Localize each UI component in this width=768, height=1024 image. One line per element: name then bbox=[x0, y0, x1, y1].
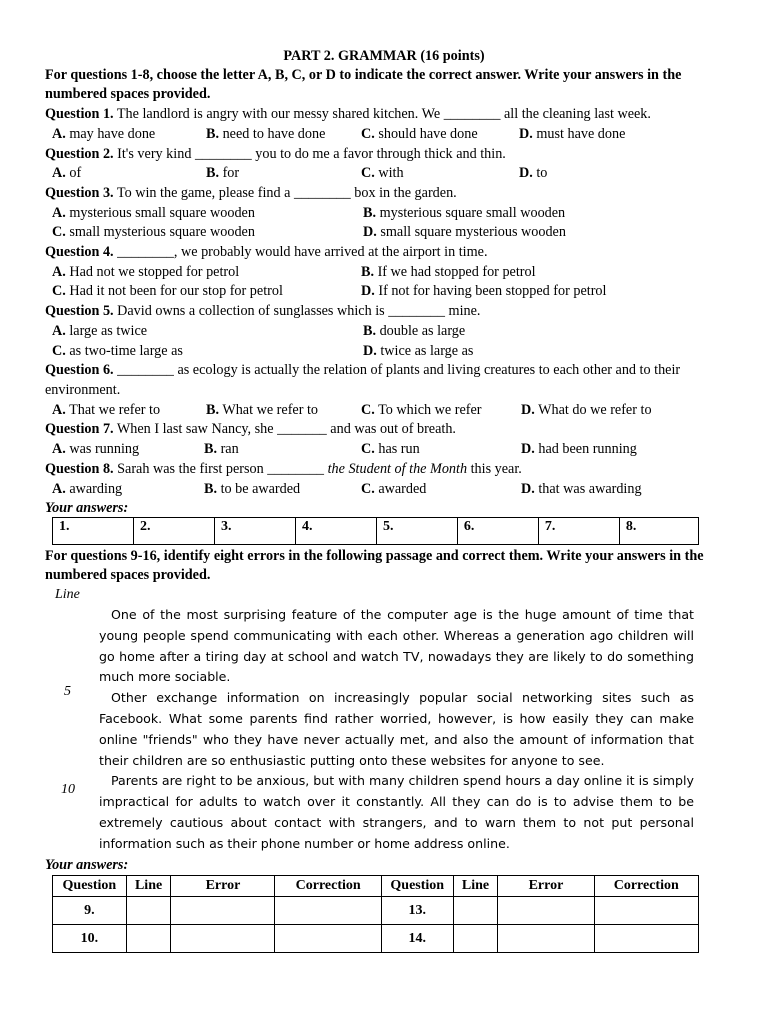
question-6-continued: environment. bbox=[45, 382, 121, 398]
answer-slot-3[interactable]: 3. bbox=[214, 518, 295, 545]
correction-cell[interactable] bbox=[275, 925, 381, 953]
error-cell[interactable] bbox=[498, 925, 594, 953]
question-number-13: 13. bbox=[381, 897, 453, 925]
answer-slot-1[interactable]: 1. bbox=[53, 518, 134, 545]
option-8a: A. awarding bbox=[52, 481, 123, 497]
option-3d: D. small square mysterious wooden bbox=[363, 224, 566, 240]
question-7: Question 7. When I last saw Nancy, she _______ and was out of breath. bbox=[45, 421, 456, 437]
option-7c: C. has run bbox=[361, 441, 420, 457]
question-number-10: 10. bbox=[53, 925, 127, 953]
option-1a: A. may have done bbox=[52, 126, 156, 142]
your-answers-label: Your answers: bbox=[45, 500, 129, 516]
option-4b: B. If we had stopped for petrol bbox=[361, 264, 536, 280]
mcq-answer-table bbox=[52, 517, 699, 545]
header-error-2: Error bbox=[498, 876, 594, 897]
option-8c: C. awarded bbox=[361, 481, 427, 497]
option-4d: D. If not for having been stopped for petrol bbox=[361, 283, 607, 299]
option-6a: A. That we refer to bbox=[52, 402, 161, 418]
option-2b: B. for bbox=[206, 165, 240, 181]
error-cell[interactable] bbox=[498, 897, 594, 925]
line-header: Line bbox=[55, 587, 80, 602]
question-5: Question 5. David owns a collection of sunglasses which is ________ mine. bbox=[45, 303, 481, 319]
line-cell[interactable] bbox=[453, 897, 498, 925]
question-6: Question 6. ________ as ecology is actually the relation of plants and living creatures to each other and to their bbox=[45, 362, 681, 378]
option-2d: D. to bbox=[519, 165, 548, 181]
correction-cell[interactable] bbox=[594, 925, 699, 953]
option-5d: D. twice as large as bbox=[363, 343, 474, 359]
header-line-2: Line bbox=[453, 876, 498, 897]
header-line: Line bbox=[126, 876, 171, 897]
passage-paragraph-2: Other exchange information on increasingly popular social networking sites such as Facebook. What some parents find rather worried, however, is how easily they can make online "friends" who they have never actually met, and also the amount of information that their children are so enthusiastic putting onto these websites for anyone to see. bbox=[99, 690, 694, 768]
passage-paragraph-1: One of the most surprising feature of the computer age is the huge amount of time that young people spend communicating with each other. Whereas a generation ago children will go home after a tiring day at school and watch TV, nowadays they are likely to do something much more sociable. bbox=[99, 607, 694, 685]
instructions-error-correction: For questions 9-16, identify eight errors in the following passage and correct them. Write your answers in the numbered spaces provided. bbox=[45, 548, 704, 583]
question-4: Question 4. ________, we probably would have arrived at the airport in time. bbox=[45, 244, 488, 260]
header-question-2: Question bbox=[381, 876, 453, 897]
option-7b: B. ran bbox=[204, 441, 239, 457]
option-7a: A. was running bbox=[52, 441, 140, 457]
error-cell[interactable] bbox=[171, 897, 275, 925]
header-correction-2: Correction bbox=[594, 876, 699, 897]
part-title: PART 2. GRAMMAR (16 points) bbox=[283, 48, 485, 64]
option-3c: C. small mysterious square wooden bbox=[52, 224, 255, 240]
answer-slot-8[interactable]: 8. bbox=[619, 518, 698, 545]
header-correction: Correction bbox=[275, 876, 381, 897]
line-number-10: 10 bbox=[61, 782, 75, 797]
error-answer-table bbox=[52, 875, 699, 953]
correction-cell[interactable] bbox=[275, 897, 381, 925]
question-number-14: 14. bbox=[381, 925, 453, 953]
your-answers-label-2: Your answers: bbox=[45, 857, 129, 873]
error-cell[interactable] bbox=[171, 925, 275, 953]
option-7d: D. had been running bbox=[521, 441, 637, 457]
answer-slot-6[interactable]: 6. bbox=[457, 518, 538, 545]
option-8d: D. that was awarding bbox=[521, 481, 642, 497]
question-8: Question 8. Sarah was the first person ________ the Student of the Month this year. bbox=[45, 461, 522, 477]
line-cell[interactable] bbox=[453, 925, 498, 953]
option-6c: C. To which we refer bbox=[361, 402, 482, 418]
option-4a: A. Had not we stopped for petrol bbox=[52, 264, 240, 280]
passage bbox=[99, 605, 694, 855]
header-question: Question bbox=[53, 876, 127, 897]
line-number-5: 5 bbox=[64, 684, 71, 699]
option-6b: B. What we refer to bbox=[206, 402, 319, 418]
answer-slot-7[interactable]: 7. bbox=[538, 518, 619, 545]
line-cell[interactable] bbox=[126, 897, 171, 925]
header-error: Error bbox=[171, 876, 275, 897]
question-3: Question 3. To win the game, please find a ________ box in the garden. bbox=[45, 185, 457, 201]
table-row bbox=[53, 925, 699, 953]
option-5b: B. double as large bbox=[363, 323, 466, 339]
answer-slot-5[interactable]: 5. bbox=[376, 518, 457, 545]
instructions-mcq: For questions 1-8, choose the letter A, B, C, or D to indicate the correct answer. Write your answers in the numbered spaces provided. bbox=[45, 67, 682, 102]
answer-slot-2[interactable]: 2. bbox=[133, 518, 214, 545]
option-1d: D. must have done bbox=[519, 126, 626, 142]
question-1: Question 1. The landlord is angry with our messy shared kitchen. We ________ all the cleaning last week. bbox=[45, 106, 651, 122]
option-2a: A. of bbox=[52, 165, 82, 181]
passage-paragraph-3: Parents are right to be anxious, but with many children spend hours a day online it is simply impractical for adults to watch over it constantly. All they can do is to advise them to be extremely cautious about contact with strangers, and to warn them to not put personal information such as their phone number or home address online. bbox=[99, 773, 694, 851]
option-5a: A. large as twice bbox=[52, 323, 148, 339]
table-row bbox=[53, 897, 699, 925]
question-number-9: 9. bbox=[53, 897, 127, 925]
option-6d: D. What do we refer to bbox=[521, 402, 652, 418]
line-cell[interactable] bbox=[126, 925, 171, 953]
option-2c: C. with bbox=[361, 165, 404, 181]
option-3b: B. mysterious square small wooden bbox=[363, 205, 566, 221]
option-8b: B. to be awarded bbox=[204, 481, 301, 497]
option-3a: A. mysterious small square wooden bbox=[52, 205, 255, 221]
option-1b: B. need to have done bbox=[206, 126, 326, 142]
option-4c: C. Had it not been for our stop for petrol bbox=[52, 283, 283, 299]
option-5c: C. as two-time large as bbox=[52, 343, 183, 359]
answer-slot-4[interactable]: 4. bbox=[295, 518, 376, 545]
question-2: Question 2. It's very kind ________ you to do me a favor through thick and thin. bbox=[45, 146, 506, 162]
option-1c: C. should have done bbox=[361, 126, 478, 142]
correction-cell[interactable] bbox=[594, 897, 699, 925]
